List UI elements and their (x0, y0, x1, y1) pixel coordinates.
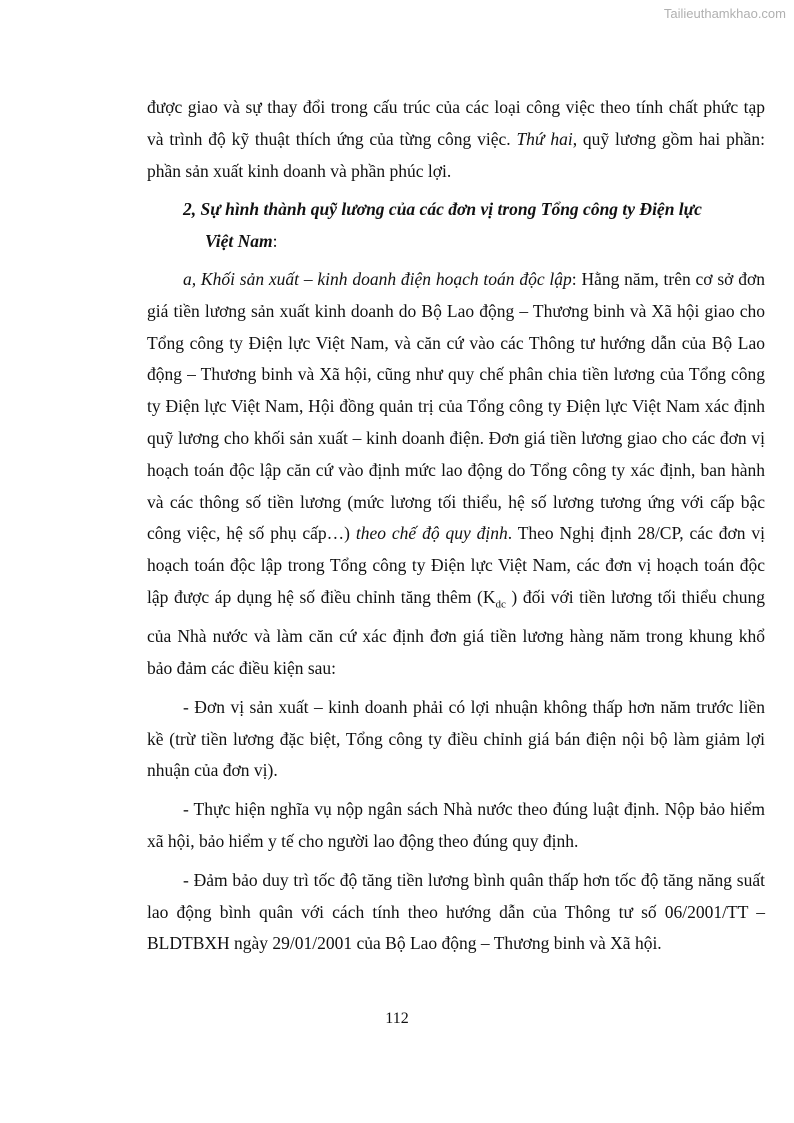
paragraph-intro-text: được giao và sự thay đổi trong cấu trúc của các loại công việc theo tính chất phức tạp và trình độ kỹ thuật thích ứng của từng công việc. (147, 97, 765, 149)
condition-item-1: - Đơn vị sản xuất – kinh doanh phải có lợi nhuận không thấp hơn năm trước liền kề (trừ tiền lương đặc biệt, Tổng công ty điều chỉnh giá bán điện nội bộ làm giảm lợi nhuận của đơn vị). (147, 696, 765, 781)
paragraph-intro-tail: , quỹ lương gồm hai phần: phần sản xuất kinh doanh và phần phúc lợi. (147, 128, 765, 181)
subsection-a-title: a, Khối sản xuất – kinh doanh điện hoạch toán độc lập (183, 268, 572, 289)
document-body (147, 92, 765, 967)
heading-line-1: 2, Sự hình thành quỹ lương của các đơn vị trong Tổng công ty Điện lực (183, 199, 702, 220)
condition-item-3: - Đảm bảo duy trì tốc độ tăng tiền lương bình quân thấp hơn tốc độ tăng năng suất lao động bình quân với cách tính theo hướng dẫn của Thông tư số 06/2001/TT – BLDTBXH ngày 29/01/2001 của Bộ Lao động – Thương binh và Xã hội. (147, 869, 765, 954)
paragraph-a-text-2: . Theo Nghị định 28/CP, các đơn vị hoạch toán độc lập trong Tổng công ty Điện lực Việt Nam, các đơn vị hoạch toán độc lập được áp dụng hệ số điều chỉnh tăng thêm (K (147, 523, 765, 607)
page-number: 112 (385, 1010, 409, 1027)
watermark: Tailieuthamkhao.com (663, 6, 786, 21)
paragraph-intro (147, 92, 765, 187)
heading-colon: : (272, 231, 278, 252)
emphasis-second: Thứ hai (516, 128, 573, 149)
heading-line-2: Việt Nam (205, 231, 273, 252)
kdc-subscript: dc (495, 598, 506, 611)
heading-line-2-wrap (183, 226, 765, 258)
paragraph-a (147, 264, 765, 685)
condition-item-2: - Thực hiện nghĩa vụ nộp ngân sách Nhà nước theo đúng luật định. Nộp bảo hiểm xã hội, bảo hiểm y tế cho người lao động theo đúng quy định. (147, 799, 765, 852)
paragraph-a-emphasis: theo chế độ quy định (355, 523, 508, 544)
paragraph-a-text-1: : Hằng năm, trên cơ sở đơn giá tiền lương sản xuất kinh doanh do Bộ Lao động – Thương binh và Xã hội giao cho Tổng công ty Điện lực Việt Nam, và căn cứ vào các Thông tư hướng dẫn của Bộ Lao động – Thương binh và Xã hội, cũng như quy chế phân chia tiền lương của Tổng công ty Điện lực Việt Nam, Hội đồng quản trị của Tổng công ty Điện lực Việt Nam xác định quỹ lương cho khối sản xuất – kinh doanh điện. Đơn giá tiền lương giao cho các đơn vị hoạch toán độc lập căn cứ vào định mức lao động do Tổng công ty xác định, ban hành và các thông số tiền lương (mức lương tối thiểu, hệ số lương tương ứng với cấp bậc công việc, hệ số phụ cấp…) (147, 268, 765, 544)
paragraph-a-text-3: ) đối với tiền lương tối thiểu chung của Nhà nước và làm căn cứ xác định đơn giá tiền lương hàng năm trong khung khổ bảo đảm các điều kiện sau: (147, 586, 765, 679)
section-heading (147, 194, 765, 258)
